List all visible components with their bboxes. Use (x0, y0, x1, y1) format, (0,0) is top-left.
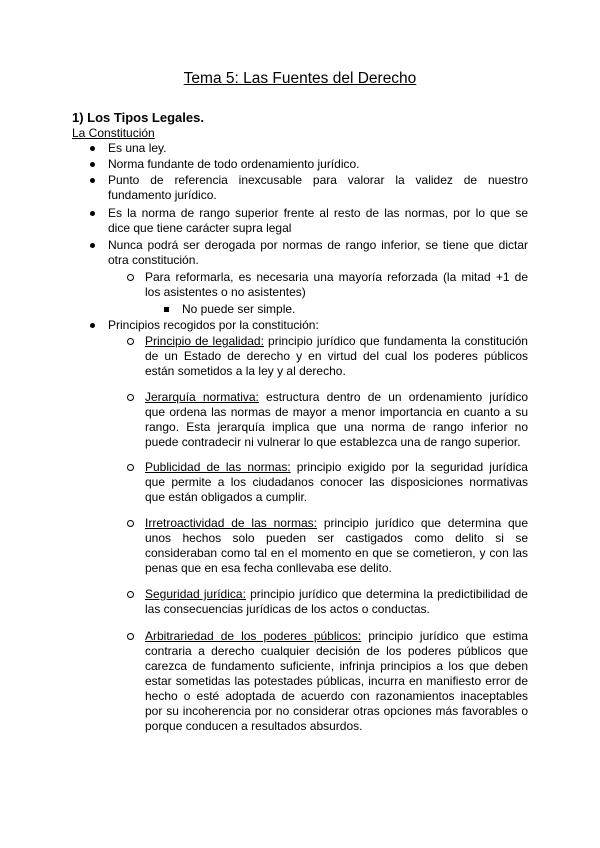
principle-text: que ordena las normas de mayor a menor importancia en cuanto a su (145, 405, 528, 419)
principle-text: porque conducen a resultados absurdos. (145, 719, 363, 733)
principle-text: las consecuencias jurídicas de los actos o conductas. (145, 602, 430, 616)
principle-first-line: Arbitrariedad de los poderes públicos: principio jurídico que estima (145, 629, 528, 643)
bullet-circle (127, 464, 134, 471)
list-item-text: Nunca podrá ser derogada por normas de rango inferior, se tiene que dictar (108, 238, 528, 252)
principle-text: penas que en esa fecha conllevaba ese delito. (145, 561, 392, 575)
list-item-text: fundamento jurídico. (108, 188, 217, 202)
list-item (108, 238, 528, 268)
principle-text: puede contradecir ni vulnerar lo que establezca una de rango superior. (145, 435, 521, 449)
principle-first-line: Publicidad de las normas: principio exigido por la seguridad jurídica (145, 460, 528, 474)
list-item-text: Principios recogidos por la constitución: (108, 318, 319, 332)
bullet-dot (90, 162, 95, 167)
principle-item (145, 334, 528, 379)
list-item-text: Norma fundante de todo ordenamiento jurídico. (108, 157, 360, 171)
principle-text: carezca de fundamento suficiente, infrinja principios a los que deben (145, 659, 528, 673)
list-item (182, 302, 528, 317)
list-item-text: Es la norma de rango superior frente al resto de las normas, por lo que se (108, 206, 528, 220)
section-heading: 1) Los Tipos Legales. (72, 110, 204, 125)
principle-text: estar sometidas las potestades públicas, incurra en manifiesto error de (145, 674, 528, 688)
list-item-text: Punto de referencia inexcusable para valorar la validez de nuestro (108, 173, 528, 187)
principle-term: Principio de legalidad: (145, 334, 264, 348)
principle-text: de un Estado de derecho y en virtud del cual los poderes públicos (145, 349, 528, 363)
subsection-heading: La Constitución (72, 126, 155, 140)
list-item-text: No puede ser simple. (182, 302, 296, 316)
principle-term: Publicidad de las normas: (145, 460, 291, 474)
list-item-text: los asistentes o no asistentes) (145, 285, 306, 299)
principle-term: Seguridad jurídica: (145, 587, 246, 601)
principle-term: Irretroactividad de las normas: (145, 516, 317, 530)
principle-first-line: Jerarquía normativa: estructura dentro de un ordenamiento jurídico (145, 390, 528, 404)
bullet-circle (127, 394, 134, 401)
principle-first-line: Irretroactividad de las normas: principio jurídico que determina que (145, 516, 528, 530)
principle-term: Jerarquía normativa: (145, 390, 259, 404)
bullet-dot (90, 178, 95, 183)
list-item (108, 318, 528, 333)
principle-item (145, 460, 528, 505)
bullet-circle (127, 633, 134, 640)
bullet-dot (90, 243, 95, 248)
bullet-circle (127, 591, 134, 598)
list-item (108, 206, 528, 236)
principle-item (145, 629, 528, 734)
bullet-dot (90, 146, 95, 151)
principle-first-line: Seguridad jurídica: principio jurídico que determina la predictibilidad de (145, 587, 528, 601)
bullet-circle (127, 338, 134, 345)
principle-text: consideraban como tal en el momento en que se cometieron, y con las (145, 546, 528, 560)
principle-item (145, 390, 528, 450)
principle-text: que están obligados a cumplir. (145, 490, 308, 504)
principle-text: que permite a los ciudadanos conocer las disposiciones normativas (145, 475, 528, 489)
bullet-square (164, 307, 169, 312)
principle-first-line: Principio de legalidad: principio jurídico que fundamenta la constitución (145, 334, 528, 348)
list-item-text: otra constitución. (108, 253, 199, 267)
principle-text: por su incoherencia por no considerar otras opciones más favorables o (145, 704, 528, 718)
list-item-text: Para reformarla, es necesaria una mayoría reforzada (la mitad +1 de (145, 270, 528, 284)
list-item (108, 157, 528, 172)
bullet-dot (90, 323, 95, 328)
list-item-text: dice que tiene carácter supra legal (108, 221, 292, 235)
principle-text: rango. Esta jerarquía implica que una norma de rango inferior no (145, 420, 528, 434)
principle-text: hecho o esté adoptada de acuerdo con razonamientos inaceptables (145, 689, 528, 703)
bullet-circle (127, 274, 134, 281)
page-title: Tema 5: Las Fuentes del Derecho (183, 70, 417, 87)
list-item (108, 141, 528, 156)
principle-item (145, 587, 528, 617)
principle-text: están sometidos a la ley y al derecho. (145, 364, 346, 378)
principle-text: contraria a derecho cualquier decisión de los poderes públicos que (145, 644, 528, 658)
list-item-text: Es una ley. (108, 141, 167, 155)
principle-term: Arbitrariedad de los poderes públicos: (145, 629, 362, 643)
bullet-dot (90, 211, 95, 216)
bullet-circle (127, 520, 134, 527)
list-item (145, 270, 528, 300)
principle-text: unos hechos solo pueden ser castigados como delito si se (145, 531, 528, 545)
list-item (108, 173, 528, 203)
principle-item (145, 516, 528, 576)
